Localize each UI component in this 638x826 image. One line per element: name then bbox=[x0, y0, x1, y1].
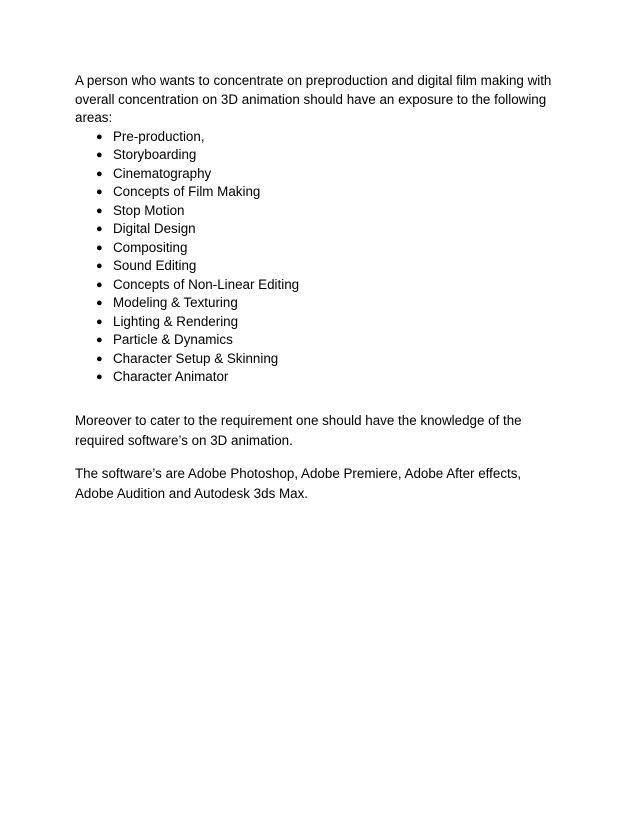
list-item bbox=[75, 294, 575, 313]
bullet-icon: ● bbox=[96, 167, 103, 180]
bullet-icon: ● bbox=[96, 130, 103, 143]
intro-paragraph: A person who wants to concentrate on preproduction and digital film making with overall concentration on 3D animation should have an exposure to the following areas: bbox=[75, 73, 552, 125]
list-item-text: Storyboarding bbox=[113, 147, 197, 162]
bullet-icon: ● bbox=[96, 241, 103, 254]
bullet-icon: ● bbox=[96, 204, 103, 217]
list-item bbox=[75, 257, 575, 276]
list-item-text: Compositing bbox=[113, 239, 188, 255]
bullet-icon: ● bbox=[96, 371, 103, 383]
list-item bbox=[75, 220, 575, 239]
list-item bbox=[75, 368, 575, 387]
list-item-text: Concepts of Film Making bbox=[113, 184, 261, 199]
list-item-text: Character Setup & Skinning bbox=[113, 350, 279, 366]
software-paragraph: The software’s are Adobe Photoshop, Adobe Premiere, Adobe After effects, Adobe Audition and Autodesk 3ds Max. bbox=[75, 465, 522, 501]
requirement-paragraph: Moreover to cater to the requirement one should have the knowledge of the required software’s on 3D animation. bbox=[75, 412, 522, 448]
bullet-icon: ● bbox=[96, 315, 103, 328]
list-item-text: Sound Editing bbox=[113, 258, 197, 273]
list-item-text: Stop Motion bbox=[113, 202, 185, 218]
topics-list bbox=[75, 128, 575, 387]
list-item-text: Concepts of Non-Linear Editing bbox=[113, 276, 300, 292]
list-item-text: Cinematography bbox=[113, 165, 212, 181]
list-item bbox=[75, 202, 575, 221]
list-item bbox=[75, 183, 575, 202]
bullet-icon: ● bbox=[96, 186, 103, 198]
bullet-icon: ● bbox=[96, 278, 103, 291]
list-item bbox=[75, 239, 575, 258]
bullet-icon: ● bbox=[96, 149, 103, 161]
list-item-text: Digital Design bbox=[113, 221, 196, 236]
bullet-icon: ● bbox=[96, 352, 103, 365]
document-body bbox=[75, 72, 575, 505]
list-item bbox=[75, 165, 575, 184]
list-item-text: Lighting & Rendering bbox=[113, 313, 239, 329]
list-item bbox=[75, 350, 575, 369]
list-item-text: Modeling & Texturing bbox=[113, 295, 238, 310]
list-item bbox=[75, 276, 575, 295]
list-item bbox=[75, 128, 575, 147]
list-item-text: Particle & Dynamics bbox=[113, 332, 233, 347]
list-item bbox=[75, 313, 575, 332]
bullet-icon: ● bbox=[96, 260, 103, 272]
bullet-icon: ● bbox=[96, 297, 103, 309]
list-item bbox=[75, 331, 575, 350]
list-item-text: Character Animator bbox=[113, 369, 229, 384]
list-item-text: Pre-production, bbox=[113, 128, 205, 144]
bullet-icon: ● bbox=[96, 334, 103, 346]
list-item bbox=[75, 146, 575, 165]
bullet-icon: ● bbox=[96, 223, 103, 235]
